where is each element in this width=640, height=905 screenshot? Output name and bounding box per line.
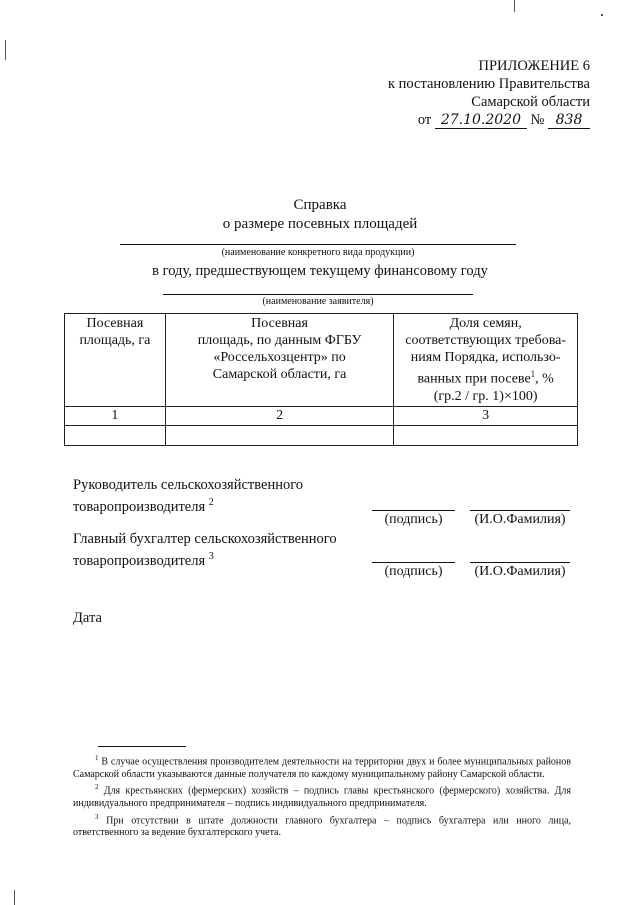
head-label-text: товаропроизводителя	[73, 498, 206, 515]
accountant-signature-line	[372, 562, 455, 563]
accountant-label-text: товаропроизводителя	[73, 552, 206, 569]
product-caption: (наименование конкретного вида продукции)	[221, 247, 415, 258]
empty-cell	[165, 425, 394, 445]
header-text: Посевная	[251, 316, 308, 331]
accountant-name-line	[470, 562, 570, 563]
accountant-label	[73, 530, 337, 570]
footnote-2	[73, 781, 571, 810]
empty-cell	[65, 425, 166, 445]
header-cell-seed-share	[394, 314, 578, 407]
footnote-text: В случае осуществления производителем деятельности на территории двух и более муниципальных районов Самарской области указываются данные получателя по каждому муниципальному району Самарской области.	[73, 756, 572, 780]
scan-mark	[5, 40, 6, 60]
appendix-title: ПРИЛОЖЕНИЕ 6	[478, 58, 590, 74]
scan-mark	[601, 14, 603, 16]
year-line: в году, предшествующем текущему финансовому году	[152, 263, 488, 279]
footnotes	[73, 752, 571, 840]
footnote-ref: 2	[208, 497, 214, 508]
accountant-name-caption: (И.О.Фамилия)	[474, 564, 566, 579]
header-text: площадь, га	[79, 333, 151, 348]
footnote-3	[73, 811, 571, 840]
footnote-1	[73, 752, 571, 781]
header-text	[397, 366, 574, 388]
ot-label: от	[417, 112, 432, 128]
footnote-mark: 3	[95, 812, 99, 821]
footnote-text: При отсутствии в штате должности главного бухгалтера – подпись бухгалтера или иного лица, ответственного за ведение бухгалтерского учета.	[73, 814, 572, 839]
footnote-separator	[98, 746, 186, 747]
document-title	[0, 196, 640, 234]
footnote-mark: 2	[95, 783, 99, 792]
title-line-1: Справка	[293, 197, 347, 213]
table-header-row	[65, 314, 578, 407]
empty-data-row	[65, 425, 578, 445]
title-line-2: о размере посевных площадей	[222, 216, 418, 232]
footnote-ref: 1	[530, 369, 536, 379]
head-signature-caption: (подпись)	[384, 512, 443, 527]
head-name-caption: (И.О.Фамилия)	[474, 512, 566, 527]
accountant-label-line-2	[73, 548, 337, 570]
accountant-signature-caption: (подпись)	[384, 564, 443, 579]
appendix-resolution: к постановлению Правительства	[388, 76, 590, 92]
appendix-header	[388, 57, 590, 129]
footnote-text: Для крестьянских (фермерских) хозяйств – подпись главы крестьянского (фермерского) хозяйства. Для индивидуального предпринимателя – подпись индивидуального предпринимателя.	[73, 785, 571, 810]
footnote-ref: 3	[208, 551, 214, 562]
header-text: (гр.2 / гр. 1)×100)	[433, 388, 538, 404]
applicant-caption: (наименование заявителя)	[262, 296, 374, 307]
header-text: ниям Порядка, использо-	[410, 350, 561, 365]
head-name-line	[470, 510, 570, 511]
handwritten-number: 838	[548, 113, 590, 129]
header-text: соответствующих требова-	[405, 333, 567, 348]
head-label-line-1: Руководитель сельскохозяйственного	[73, 477, 304, 493]
scan-mark	[14, 890, 15, 905]
footnote-mark: 1	[95, 754, 99, 762]
accountant-label-line-1: Главный бухгалтер сельскохозяйственного	[73, 531, 337, 547]
header-cell-rosselkhoztsentr-area	[165, 314, 394, 407]
column-number: 2	[165, 406, 394, 425]
scan-mark	[514, 0, 515, 12]
head-label-line-2	[73, 494, 303, 516]
header-text: площадь, по данным ФГБУ	[197, 333, 362, 348]
sown-area-table	[64, 313, 578, 446]
head-label	[73, 476, 303, 516]
appendix-date-number	[388, 111, 590, 129]
header-text-part: , %	[535, 371, 554, 387]
head-signature-line	[372, 510, 455, 511]
header-text: Посевная	[86, 316, 144, 331]
header-text: Доля семян,	[449, 316, 522, 331]
column-number-row	[65, 406, 578, 425]
column-number: 1	[65, 406, 166, 425]
header-cell-sown-area	[65, 314, 166, 407]
column-number: 3	[394, 406, 578, 425]
date-label: Дата	[73, 610, 102, 626]
empty-cell	[394, 425, 578, 445]
applicant-name-line	[163, 294, 473, 295]
header-text: «Россельхозцентр» по	[213, 350, 346, 365]
handwritten-date: 27.10.2020	[435, 113, 527, 129]
header-text-part: ванных при посеве	[417, 371, 531, 387]
number-label: №	[530, 112, 545, 128]
product-name-line	[120, 244, 516, 245]
appendix-region: Самарской области	[471, 94, 590, 110]
header-text: Самарской области, га	[212, 367, 347, 382]
